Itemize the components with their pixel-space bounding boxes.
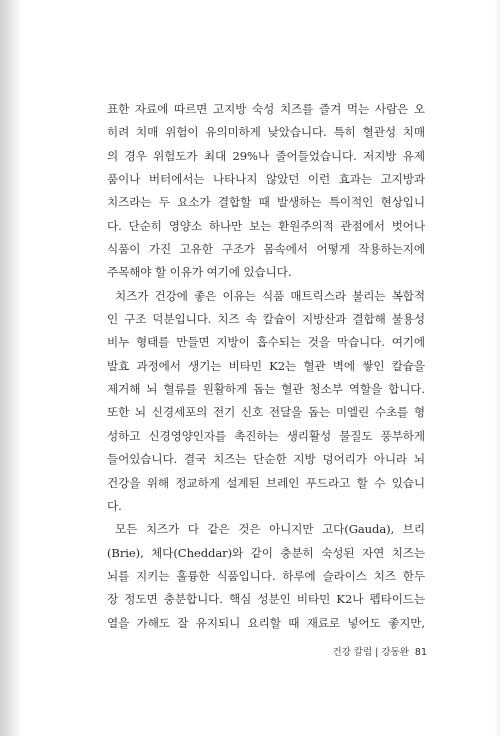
- text-line: 품이나 버터에서는 나타나지 않았던 이런 효과는 고지방과: [107, 172, 425, 187]
- page-edge: [494, 0, 500, 736]
- text-line: 치즈가 건강에 좋은 이유는 식품 매트릭스라 불리는 복합적: [115, 288, 425, 303]
- body-text: [107, 98, 425, 635]
- text-line: 건강을 위해 정교하게 설계된 브레인 푸드라고 할 수 있습니: [107, 475, 425, 490]
- text-line: 뇌를 지키는 훌륭한 식품입니다. 하루에 슬라이스 치즈 한두: [107, 568, 425, 583]
- text-line: 주목해야 할 이유가 여기에 있습니다.: [107, 265, 292, 280]
- footer-separator: |: [375, 647, 379, 658]
- text-line: 모든 치즈가 다 같은 것은 아니지만 고다(Gauda), 브리: [115, 522, 425, 537]
- text-line: 열을 가해도 잘 유지되니 요리할 때 재료로 넣어도 좋지만,: [107, 615, 425, 630]
- text-line: 또한 뇌 신경세포의 전기 신호 전달을 돕는 미엘린 수초를 형: [107, 405, 425, 420]
- text-line: 치즈라는 두 요소가 결합할 때 발생하는 특이적인 현상입니: [107, 195, 425, 210]
- text-line: 다. 단순히 영양소 하나만 보는 환원주의적 관점에서 벗어나: [107, 218, 425, 233]
- text-line: (Brie), 체다(Cheddar)와 같이 충분히 숙성된 자연 치즈는: [107, 545, 425, 560]
- text-line: 식품이 가진 고유한 구조가 몸속에서 어떻게 작용하는지에: [107, 242, 425, 257]
- footer-section: 건강 칼럼: [332, 647, 373, 658]
- text-line: 제거해 뇌 혈류를 원활하게 돕는 혈관 청소부 역할을 합니다.: [107, 382, 425, 397]
- text-line: 인 구조 덕분입니다. 치즈 속 칼슘이 지방산과 결합해 불용성: [107, 312, 425, 327]
- text-line: 표한 자료에 따르면 고지방 숙성 치즈를 즐겨 먹는 사람은 오: [107, 102, 425, 116]
- text-line: 발효 과정에서 생기는 비타민 K2는 혈관 벽에 쌓인 칼슘을: [107, 358, 425, 373]
- book-spine-shadow: [0, 0, 22, 736]
- page-number: 81: [414, 647, 427, 658]
- text-line: 비누 형태를 만들면 지방이 흡수되는 것을 막습니다. 여기에: [107, 335, 425, 350]
- footer-author: 강동완: [381, 647, 409, 658]
- text-line: 의 경우 위험도가 최대 29%나 줄어들었습니다. 저지방 유제: [107, 148, 425, 163]
- text-line: 다.: [107, 498, 122, 513]
- running-footer: [300, 644, 427, 658]
- text-line: 장 정도면 충분합니다. 핵심 성분인 비타민 K2나 펩타이드는: [107, 592, 425, 607]
- text-line: 들어있습니다. 결국 치즈는 단순한 지방 덩어리가 아니라 뇌: [107, 452, 425, 467]
- text-line: 히려 치매 위험이 유의미하게 낮았습니다. 특히 혈관성 치매: [107, 125, 425, 140]
- text-line: 성하고 신경영양인자를 촉진하는 생리활성 물질도 풍부하게: [107, 428, 425, 443]
